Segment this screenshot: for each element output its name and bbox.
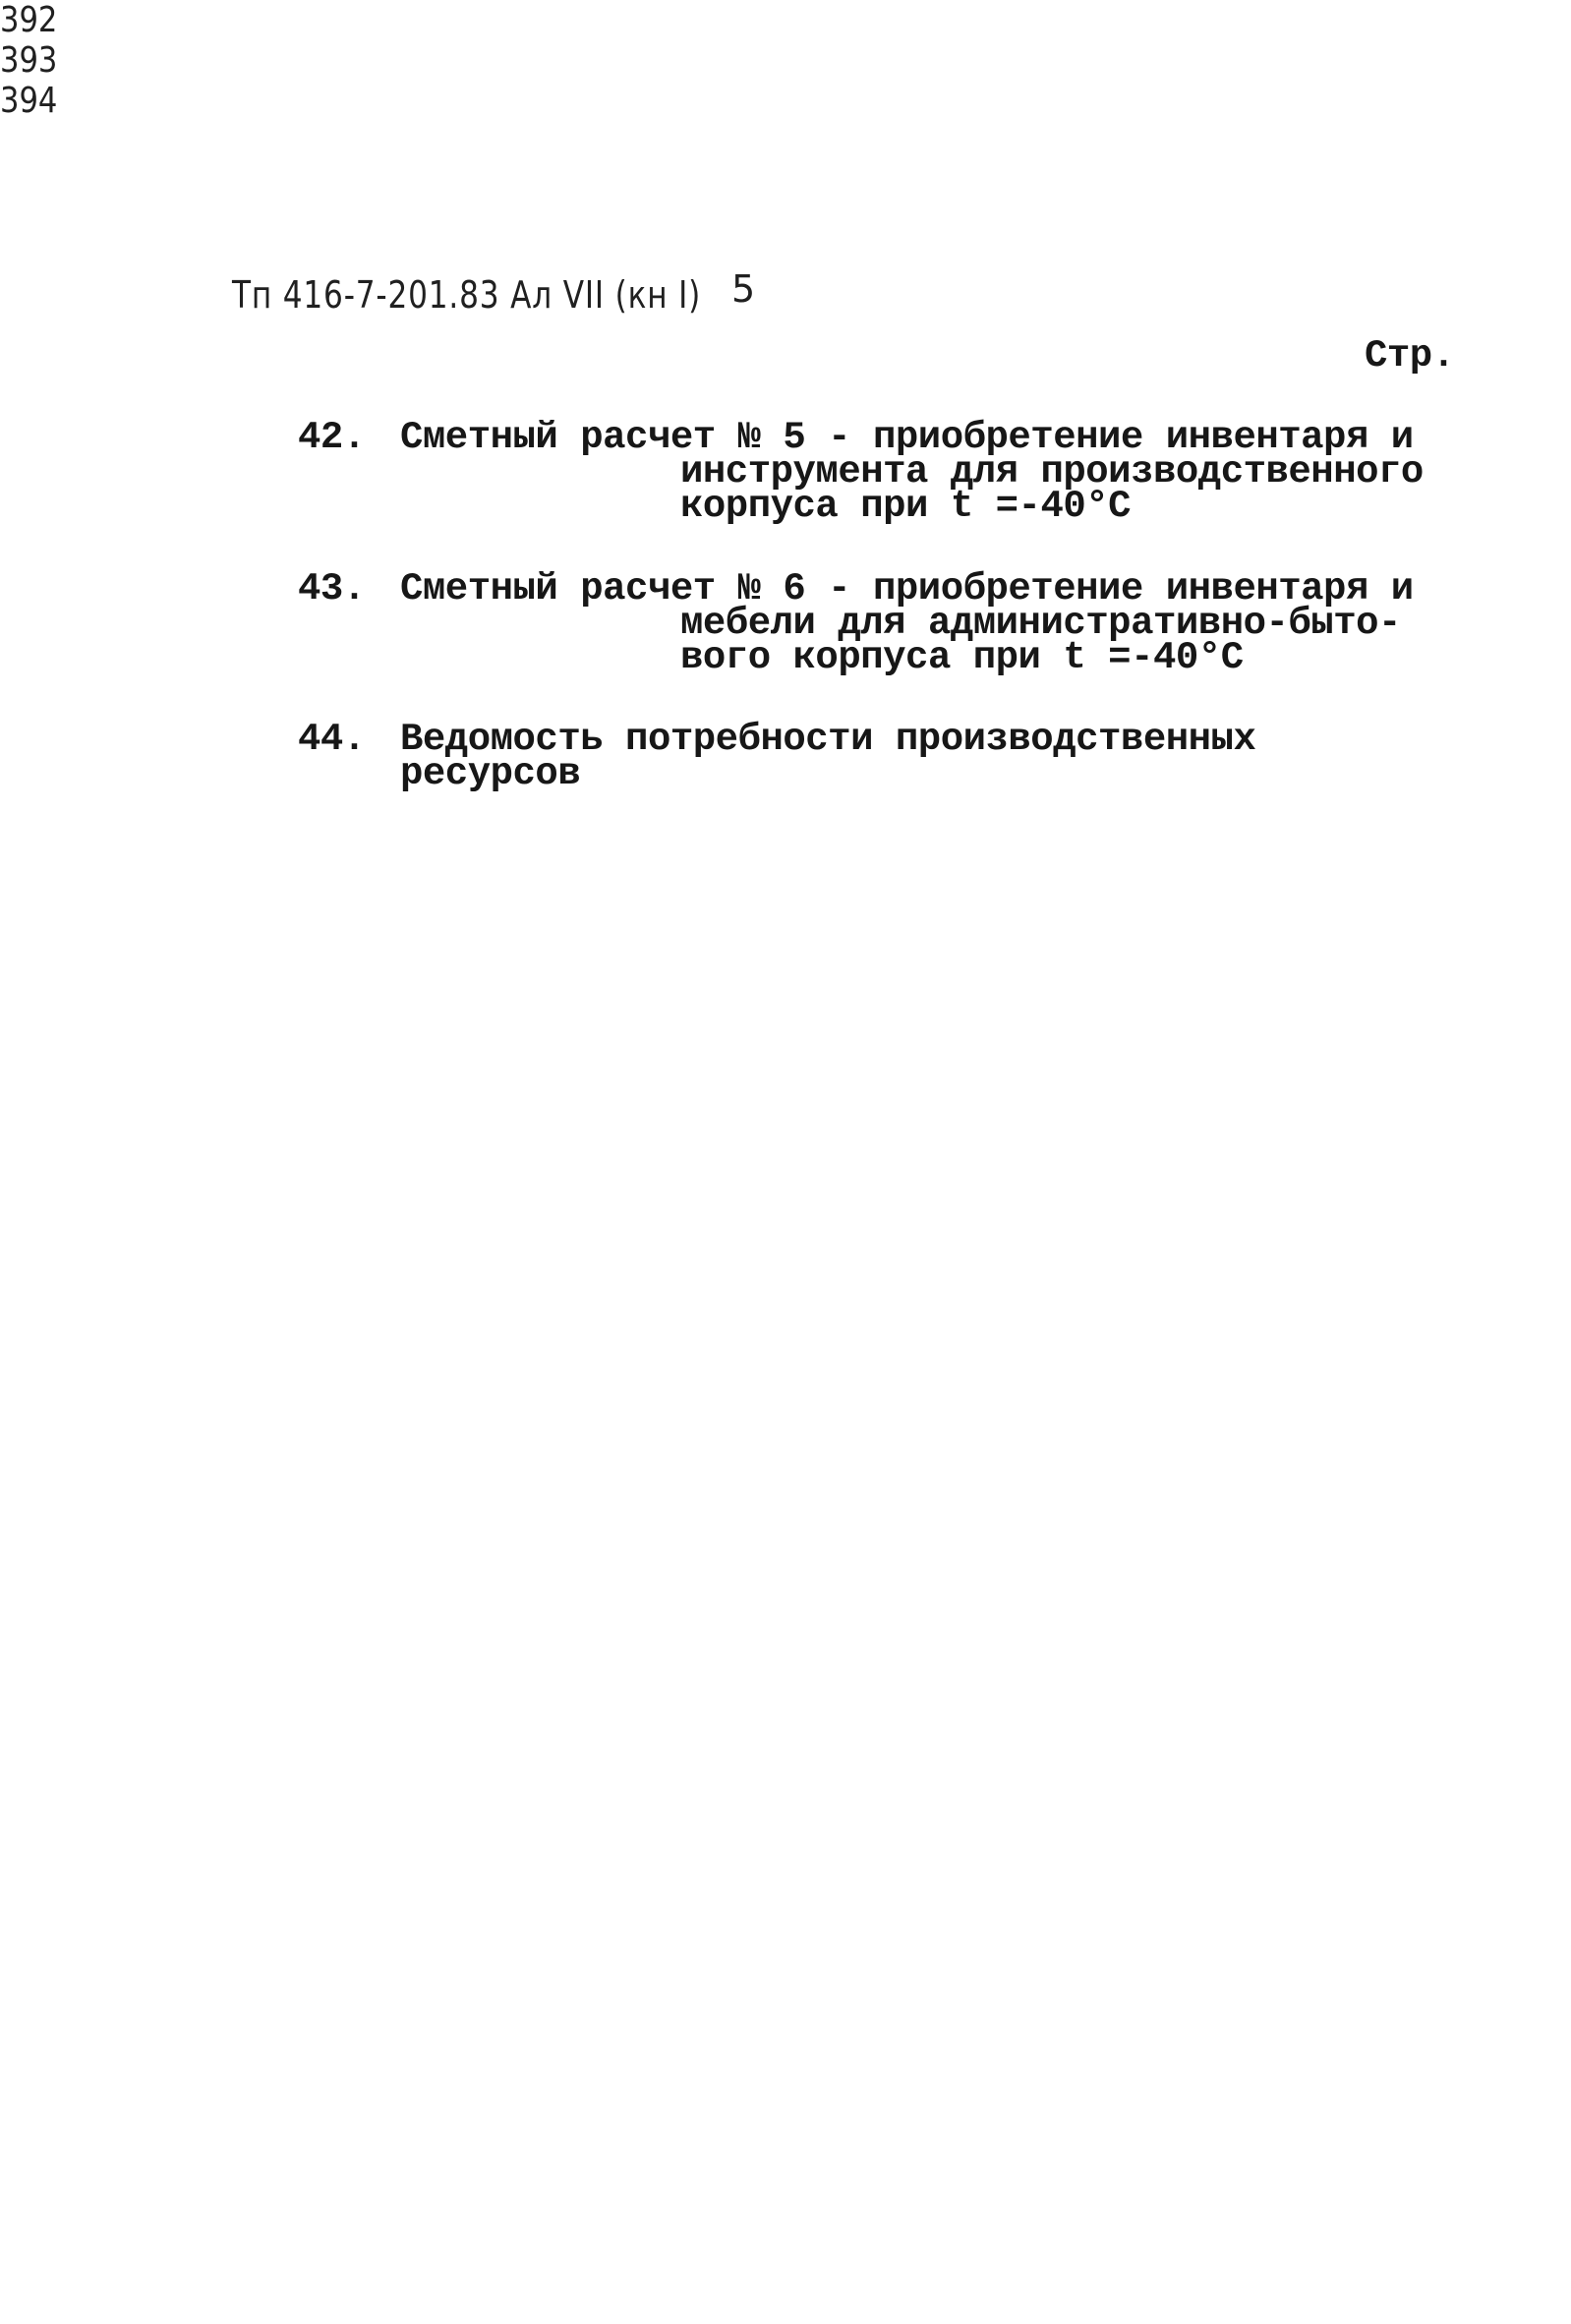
entry-title-line: Сметный расчет № 6 - приобретение инвентаря и (400, 567, 1414, 610)
entry-page-number: 393 (0, 40, 58, 81)
entry-title-line: Ведомость потребности производственных (400, 718, 1256, 761)
page-column-label: Стр. (1365, 334, 1455, 378)
entry-title-line: инструмента для производственного (680, 450, 1424, 494)
entry-title-line: Сметный расчет № 5 - приобретение инвентаря и (400, 416, 1414, 459)
entry-page-number: 392 (0, 0, 58, 40)
entry-title-line: корпуса при t =-40°С (680, 485, 1132, 528)
page-number: 5 (731, 267, 756, 311)
entry-number: 42. (298, 416, 366, 459)
entry-number: 43. (298, 567, 366, 610)
entry-title-line: вого корпуса при t =-40°С (680, 636, 1244, 679)
document-code: Тп 416-7-201.83 Ал VII (кн I) (232, 273, 702, 317)
entry-number: 44. (298, 718, 366, 761)
entry-title-line: ресурсов (400, 752, 581, 795)
entry-page-number: 394 (0, 81, 58, 121)
entry-title-line: мебели для административно-быто- (680, 602, 1401, 645)
